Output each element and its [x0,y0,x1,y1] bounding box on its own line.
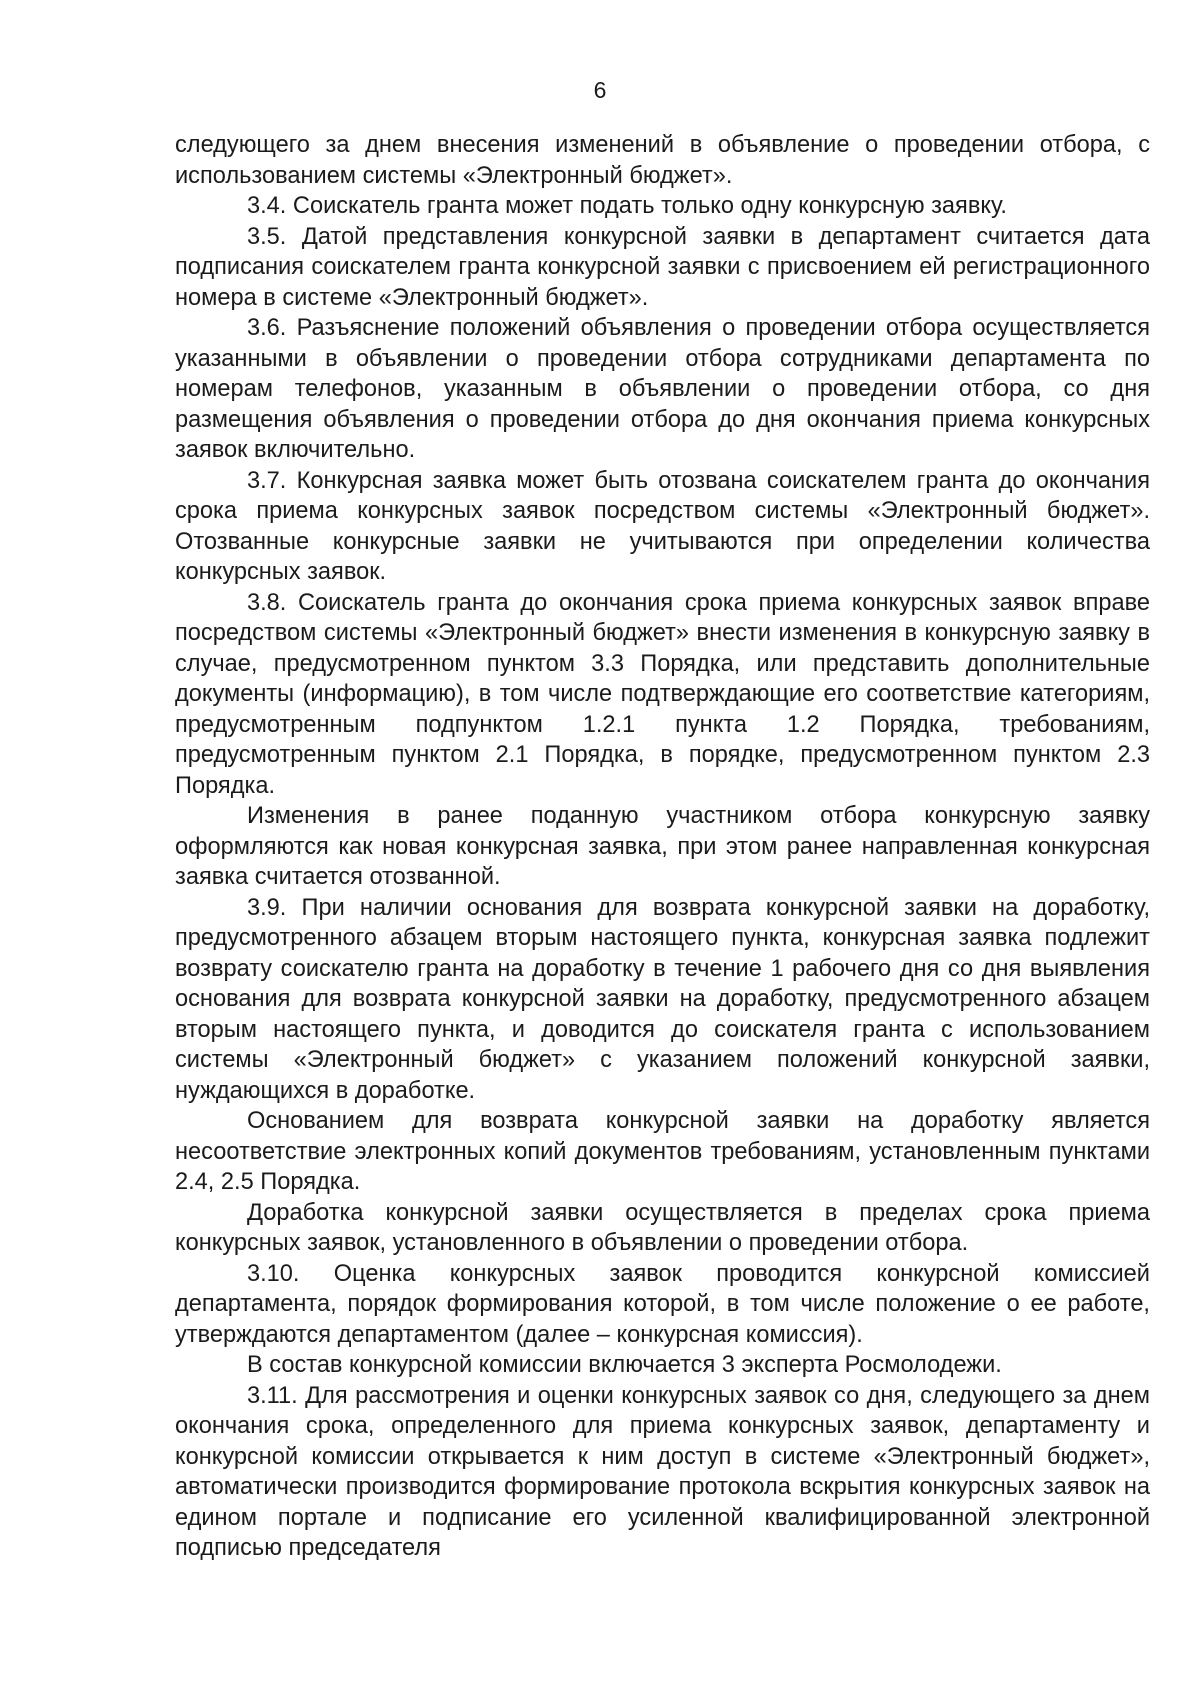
paragraph-3-4: 3.4. Соискатель гранта может подать только одну конкурсную заявку. [247,193,1007,219]
document-body [175,130,1150,1564]
paragraph-3-8: 3.8. Соискатель гранта до окончания срока приема конкурсных заявок вправе посредством системы «Электронный бюджет» внести изменения в конкурсную заявку в случае, предусмотренном пунктом 3.3 Порядка, или представить дополнительные документы (информацию), в том числе подтверждающие его соответствие категориям, предусмотренным подпунктом 1.2.1 пункта 1.2 Порядка, требованиям, предусмотренным пунктом 2.1 Порядка, в порядке, предусмотренном пунктом 2.3 Порядка. [175,589,1150,799]
page-number: 6 [593,77,607,103]
paragraph-3-9-grounds: Основанием для возврата конкурсной заявки на доработку является несоответствие электронных копий документов требованиям, установленным пунктами 2.4, 2.5 Порядка. [175,1108,1150,1195]
paragraph-continuation: следующего за днем внесения изменений в объявление о проведении отбора, с использованием системы «Электронный бюджет». [175,132,1150,189]
paragraph-3-10-composition: В состав конкурсной комиссии включается 3 эксперта Росмолодежи. [247,1352,1002,1378]
paragraph-3-10: 3.10. Оценка конкурсных заявок проводится конкурсной комиссией департамента, порядок формирования которой, в том числе положение о ее работе, утверждаются департаментом (далее – конкурсная комиссия). [175,1260,1150,1348]
paragraph-3-9-revision: Доработка конкурсной заявки осуществляется в пределах срока приема конкурсных заявок, установленного в объявлении о проведении отбора. [175,1199,1150,1256]
paragraph-3-9: 3.9. При наличии основания для возврата конкурсной заявки на доработку, предусмотренного абзацем вторым настоящего пункта, конкурсная заявка подлежит возврату соискателю гранта на доработку в течение 1 рабочего дня со дня выявления основания для возврата конкурсной заявки на доработку, предусмотренного абзацем вторым настоящего пункта, и доводится до соискателя гранта с использованием системы «Электронный бюджет» с указанием положений конкурсной заявки, нуждающихся в доработке. [175,894,1150,1104]
paragraph-3-5: 3.5. Датой представления конкурсной заявки в департамент считается дата подписания соискателем гранта конкурсной заявки с присвоением ей регистрационного номера в системе «Электронный бюджет». [175,223,1150,311]
paragraph-3-8-changes: Изменения в ранее поданную участником отбора конкурсную заявку оформляются как новая конкурсная заявка, при этом ранее направленная конкурсная заявка считается отозванной. [175,803,1150,890]
paragraph-3-7: 3.7. Конкурсная заявка может быть отозвана соискателем гранта до окончания срока приема конкурсных заявок посредством системы «Электронный бюджет». Отозванные конкурсные заявки не учитываются при определении количества конкурсных заявок. [175,467,1150,585]
paragraph-3-11: 3.11. Для рассмотрения и оценки конкурсных заявок со дня, следующего за днем окончания срока, определенного для приема конкурсных заявок, департаменту и конкурсной комиссии открывается к ним доступ в системе «Электронный бюджет», автоматически производится формирование протокола вскрытия конкурсных заявок на едином портале и подписание его усиленной квалифицированной электронной подписью председателя [175,1382,1150,1561]
paragraph-3-6: 3.6. Разъяснение положений объявления о проведении отбора осуществляется указанными в объявлении о проведении отбора сотрудниками департамента по номерам телефонов, указанным в объявлении о проведении отбора, со дня размещения объявления о проведении отбора до дня окончания приема конкурсных заявок включительно. [175,315,1150,463]
